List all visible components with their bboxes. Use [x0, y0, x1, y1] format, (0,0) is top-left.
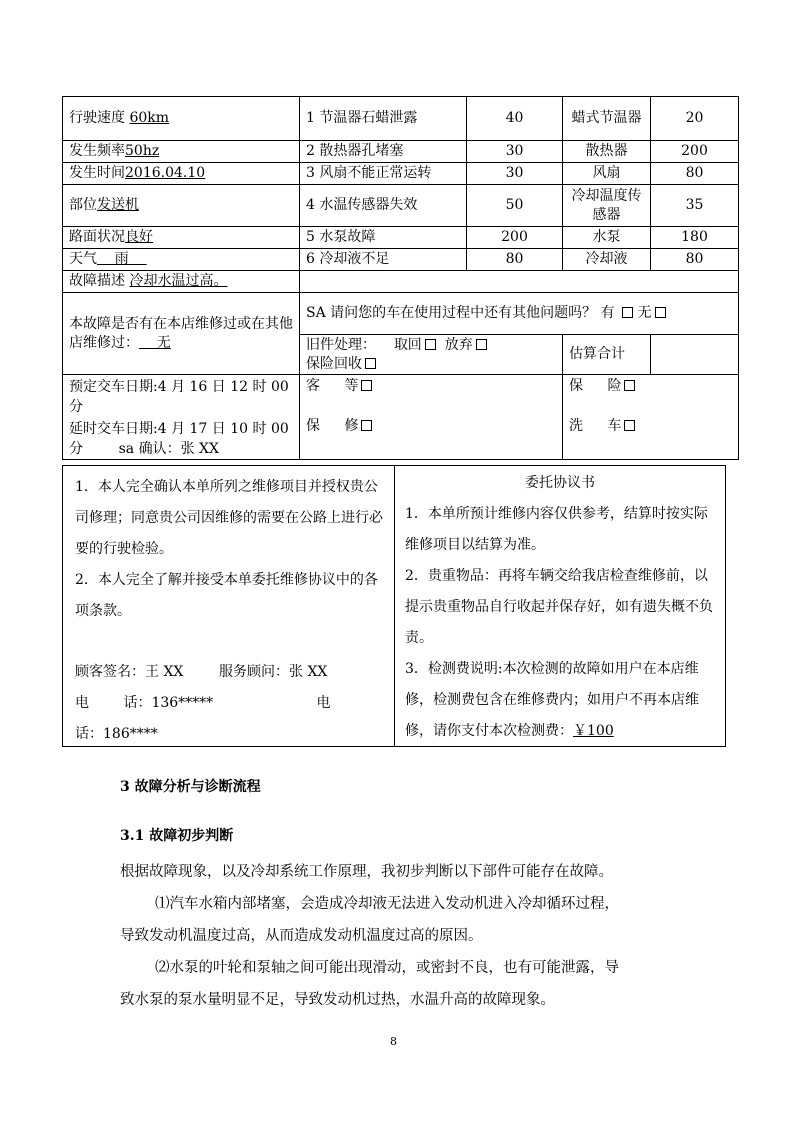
old-parts-row: 旧件处理： 取回 放弃 保险回收 估算合计 — [63, 335, 739, 375]
fault-description-row: 故障描述 冷却水温过高。 — [63, 271, 739, 293]
table-row: 发生频率50hz 2 散热器孔堵塞 30 散热器 200 — [63, 141, 739, 163]
checkbox-retrieve[interactable] — [425, 339, 436, 350]
checkbox-none[interactable] — [655, 307, 666, 318]
table-row: 路面状况良好 5 水泵故障 200 水泵 180 — [63, 227, 739, 249]
page-number: 8 — [390, 1035, 397, 1048]
checkbox-discard[interactable] — [476, 339, 487, 350]
checkbox-wait[interactable] — [361, 380, 372, 391]
checkbox-yes[interactable] — [622, 307, 633, 318]
table-row: 行驶速度 60km 1 节温器石蜡泄露 40 蜡式节温器 20 — [63, 97, 739, 141]
section-heading-3: 3 故障分析与诊断流程 — [120, 779, 261, 795]
paragraph-item1-line2: 导致发动机温度过高，从而造成发动机温度过高的原因。 — [120, 928, 483, 944]
paragraph-intro: 根据故障现象，以及冷却系统工作原理，我初步判断以下部件可能存在故障。 — [120, 864, 613, 880]
table-row: 发生时间2016.04.10 3 风扇不能正常运转 30 风扇 80 — [63, 163, 739, 185]
checkbox-warranty[interactable] — [361, 420, 372, 431]
sa-question-row: 本故障是否有在本店维修过或在其他店维修过： 无 SA 请问您的车在使用过程中还有其他问题吗？ 有 无 — [63, 293, 739, 335]
section-heading-3-1: 3.1 故障初步判断 — [120, 828, 234, 844]
table-row: 天气 雨 6 冷却液不足 80 冷却液 80 — [63, 249, 739, 271]
paragraph-item2-line2: 致水泵的泵水量明显不足，导致发动机过热，水温升高的故障现象。 — [120, 992, 555, 1008]
checkbox-wash[interactable] — [624, 420, 635, 431]
paragraph-item1-line1: ⑴汽车水箱内部堵塞，会造成冷却液无法进入发动机进入冷却循环过程， — [155, 896, 619, 912]
delivery-row: 预定交车日期:4 月 16 日 12 时 00 分 延时交车日期:4 月 17 日 10 时 00 分 sa 确认：张 XX 客 等 保 修 保 险 洗 车 — [63, 375, 739, 460]
table-row: 部位发送机 4 水温传感器失效 50 冷却温度传感器 35 — [63, 185, 739, 227]
checkbox-insurance[interactable] — [624, 380, 635, 391]
commission-agreement-box: 委托协议书 1．本单所预计维修内容仅供参考，结算时按实际维修项目以结算为准。 2．贵重物品：再将车辆交给我店检查维修前，以提示贵重物品自行收起并保存好，如有遗失概不负责。 3．检测费说明:本次检测的故障如用户在本店维修，检测费包含在维修费内；如用户不再本店维修，请你支付本次检测费：￥100 — [394, 465, 726, 747]
repair-order-table — [62, 96, 739, 460]
checkbox-insurance-recycle[interactable] — [365, 358, 376, 369]
paragraph-item2-line1: ⑵水泵的叶轮和泵轴之间可能出现滑动，或密封不良，也有可能泄露，导 — [155, 960, 619, 976]
customer-agreement-box: 1．本人完全确认本单所列之维修项目并授权贵公司修理；同意贵公司因维修的需要在公路上进行必要的行驶检验。 2．本人完全了解并接受本单委托维修协议中的各项条款。 顾客签名：王 XX 服务顾问：张 XX 电 话：136***** 电 话：186**** — [62, 465, 395, 747]
